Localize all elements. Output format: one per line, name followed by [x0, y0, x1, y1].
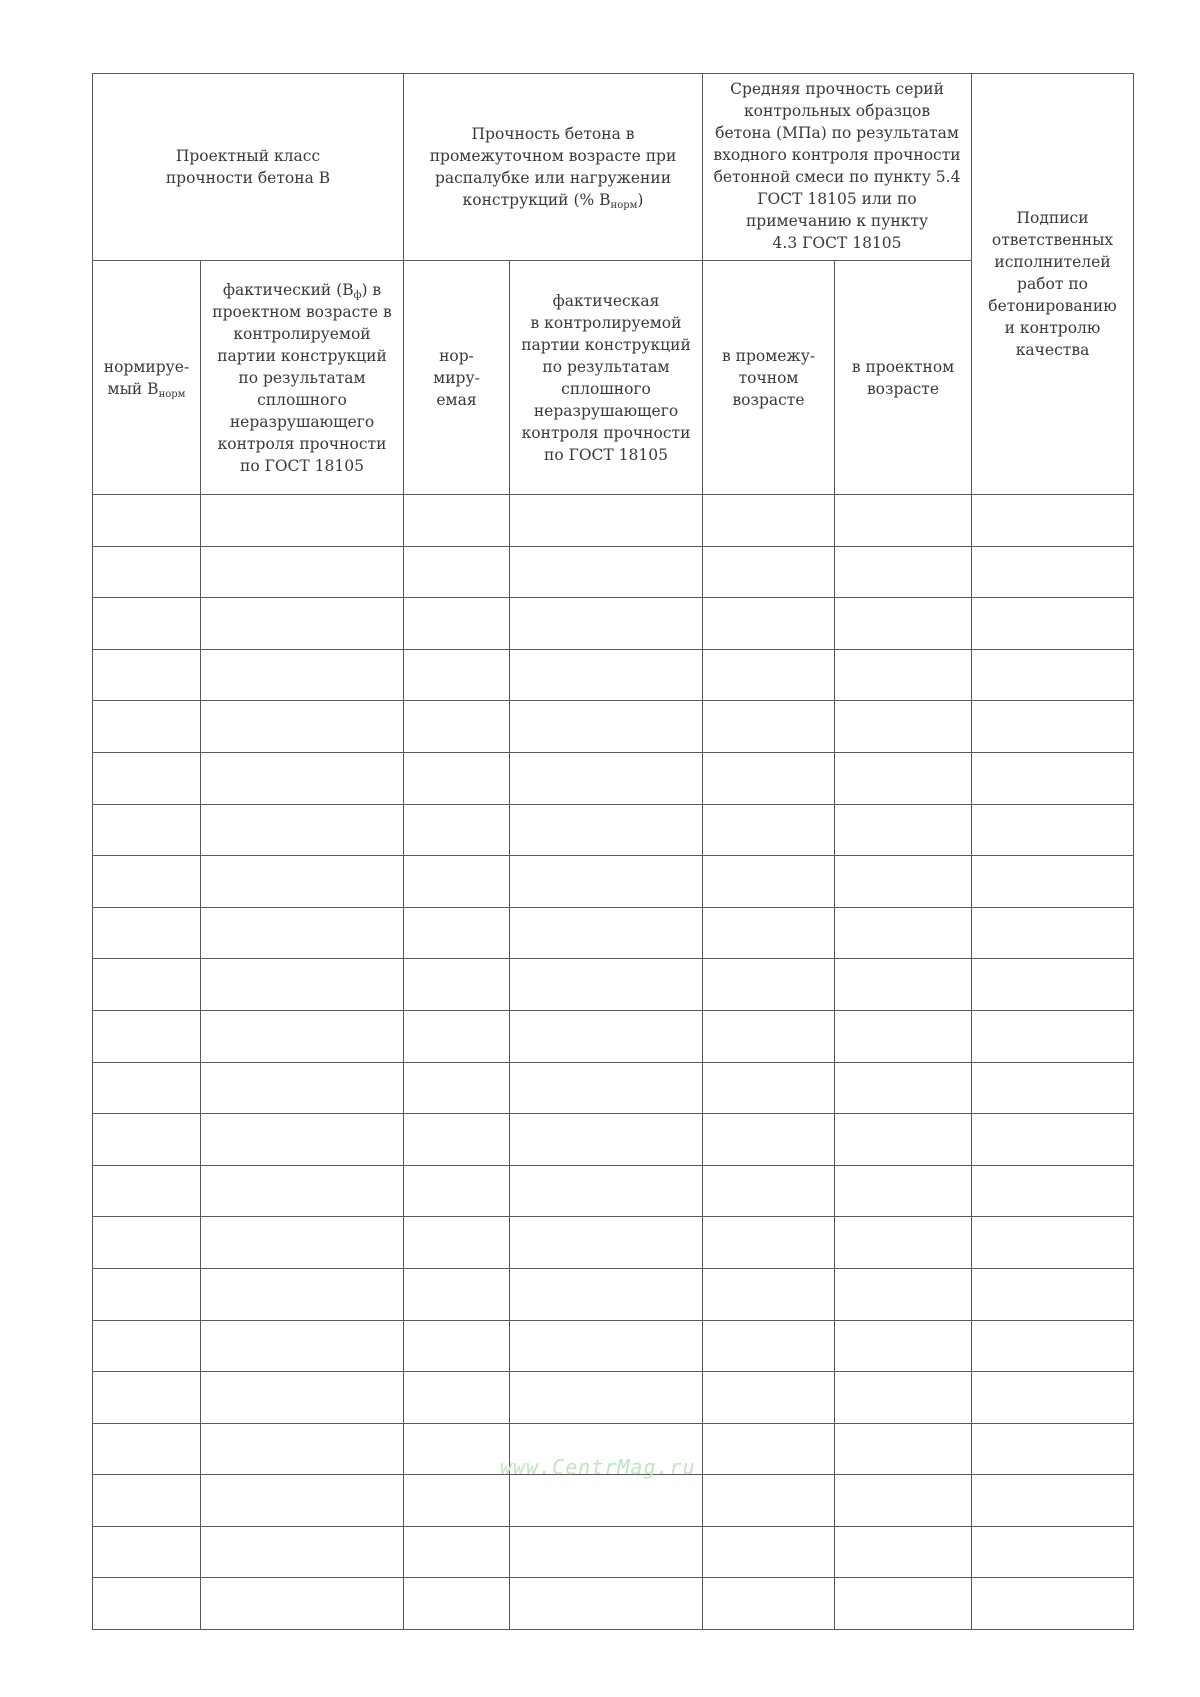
table-cell[interactable]	[703, 959, 835, 1011]
subheader-line: неразрушающего	[533, 401, 679, 420]
table-cell[interactable]	[835, 701, 972, 753]
subheader-line: фактическая	[552, 291, 660, 310]
subscript-norm: норм	[610, 200, 638, 211]
table-cell[interactable]	[404, 907, 510, 959]
table-cell[interactable]	[703, 495, 835, 547]
table-cell[interactable]	[201, 546, 404, 598]
table-row	[93, 1165, 1134, 1217]
table-cell[interactable]	[201, 1320, 404, 1372]
table-cell[interactable]	[972, 495, 1134, 547]
subheader-intermediate-age	[703, 261, 835, 495]
table-cell[interactable]	[972, 649, 1134, 701]
table-cell[interactable]	[703, 598, 835, 650]
header-intermediate-line: распалубке или нагружении	[434, 169, 672, 187]
header-signatures	[972, 74, 1134, 495]
header-average-line: входного контроля прочности	[713, 146, 961, 164]
table-cell[interactable]	[510, 1320, 703, 1372]
table-cell[interactable]	[93, 649, 201, 701]
table-cell[interactable]	[972, 1217, 1134, 1269]
table-cell[interactable]	[972, 701, 1134, 753]
table-cell[interactable]	[201, 1423, 404, 1475]
table-cell[interactable]	[404, 649, 510, 701]
table-row	[93, 1114, 1134, 1166]
subheader-line: емая	[436, 390, 477, 409]
table-cell[interactable]	[835, 1423, 972, 1475]
table-cell[interactable]	[404, 959, 510, 1011]
table-cell[interactable]	[510, 1526, 703, 1578]
subheader-line: нормируе-	[103, 357, 190, 376]
table-cell[interactable]	[404, 546, 510, 598]
table-cell[interactable]	[510, 907, 703, 959]
table-cell[interactable]	[93, 598, 201, 650]
table-cell[interactable]	[93, 1423, 201, 1475]
table-cell[interactable]	[510, 1062, 703, 1114]
table-cell[interactable]	[703, 1114, 835, 1166]
table-cell[interactable]	[93, 546, 201, 598]
subheader-line: в проектном	[851, 357, 955, 376]
subheader-line: возрасте	[732, 390, 805, 409]
table-cell[interactable]	[404, 804, 510, 856]
table-cell[interactable]	[404, 1217, 510, 1269]
header-average-line: бетонной смеси по пункту 5.4	[713, 168, 961, 186]
header-signatures-line: Подписи	[1016, 209, 1089, 227]
table-cell[interactable]	[93, 856, 201, 908]
table-cell[interactable]	[972, 804, 1134, 856]
table-row	[93, 1062, 1134, 1114]
table-cell[interactable]	[972, 1010, 1134, 1062]
table-cell[interactable]	[835, 907, 972, 959]
table-cell[interactable]	[201, 1010, 404, 1062]
table-cell[interactable]	[703, 1165, 835, 1217]
subheader-line: сплошного	[257, 390, 347, 409]
header-intermediate-line: Прочность бетона в	[471, 125, 635, 143]
table-cell[interactable]	[201, 907, 404, 959]
table-cell[interactable]	[404, 1578, 510, 1630]
table-cell[interactable]	[93, 1578, 201, 1630]
table-cell[interactable]	[404, 1268, 510, 1320]
table-cell[interactable]	[703, 1268, 835, 1320]
table-row	[93, 701, 1134, 753]
table-row	[93, 752, 1134, 804]
table-row	[93, 907, 1134, 959]
table-cell[interactable]	[835, 1062, 972, 1114]
header-signatures-line: ответственных	[991, 231, 1114, 249]
subheader-line: по результатам	[238, 368, 366, 387]
table-row	[93, 598, 1134, 650]
table-cell[interactable]	[93, 1217, 201, 1269]
table-cell[interactable]	[201, 804, 404, 856]
subheader-line: по ГОСТ 18105	[240, 456, 364, 475]
header-average-line: 4.3 ГОСТ 18105	[772, 234, 902, 252]
subheader-normative-class	[93, 261, 201, 495]
table-cell[interactable]	[835, 649, 972, 701]
table-row	[93, 856, 1134, 908]
table-cell[interactable]	[835, 1217, 972, 1269]
table-cell[interactable]	[835, 546, 972, 598]
table-row	[93, 1320, 1134, 1372]
header-average-strength	[703, 74, 972, 261]
table-cell[interactable]	[93, 804, 201, 856]
subheader-line: по ГОСТ 18105	[544, 445, 668, 464]
subheader-line: проектном возрасте в	[212, 302, 392, 321]
table-cell[interactable]	[703, 804, 835, 856]
table-row	[93, 649, 1134, 701]
subscript-fact: ф	[353, 289, 362, 301]
table-cell[interactable]	[404, 1526, 510, 1578]
table-cell[interactable]	[972, 1372, 1134, 1424]
header-intermediate-line: )	[637, 191, 644, 209]
table-cell[interactable]	[201, 598, 404, 650]
table-cell[interactable]	[93, 1526, 201, 1578]
table-cell[interactable]	[510, 701, 703, 753]
subheader-line: мый B	[107, 379, 159, 398]
table-cell[interactable]	[201, 752, 404, 804]
subheader-line: по результатам	[542, 357, 670, 376]
table-cell[interactable]	[972, 907, 1134, 959]
table-cell[interactable]	[93, 1165, 201, 1217]
table-cell[interactable]	[404, 1372, 510, 1424]
table-cell[interactable]	[510, 598, 703, 650]
table-cell[interactable]	[404, 1165, 510, 1217]
subheader-line: сплошного	[561, 379, 651, 398]
table-cell[interactable]	[972, 598, 1134, 650]
table-cell[interactable]	[93, 495, 201, 547]
header-intermediate-strength	[404, 74, 703, 261]
table-cell[interactable]	[835, 1268, 972, 1320]
header-project-class	[93, 74, 404, 261]
subheader-line: контроля прочности	[217, 434, 387, 453]
header-average-line: Средняя прочность серий	[730, 80, 944, 98]
table-cell[interactable]	[510, 1217, 703, 1269]
table-cell[interactable]	[93, 752, 201, 804]
table-cell[interactable]	[510, 649, 703, 701]
header-average-line: бетона (МПа) по результатам	[715, 124, 959, 142]
header-signatures-line: исполнителей	[994, 253, 1111, 271]
table-cell[interactable]	[703, 1217, 835, 1269]
table-cell[interactable]	[972, 1114, 1134, 1166]
subheader-actual-class	[201, 261, 404, 495]
subheader-line: в контролируемой	[530, 313, 682, 332]
table-cell[interactable]	[972, 1268, 1134, 1320]
table-cell[interactable]	[703, 1320, 835, 1372]
table-cell[interactable]	[972, 959, 1134, 1011]
subheader-line: партии конструкций	[521, 335, 691, 354]
table-cell[interactable]	[703, 546, 835, 598]
table-cell[interactable]	[972, 1320, 1134, 1372]
table-cell[interactable]	[835, 598, 972, 650]
table-row	[93, 804, 1134, 856]
table-row	[93, 959, 1134, 1011]
table-cell[interactable]	[703, 1423, 835, 1475]
table-cell[interactable]	[835, 1526, 972, 1578]
table-cell[interactable]	[972, 752, 1134, 804]
table-cell[interactable]	[404, 1423, 510, 1475]
table-cell[interactable]	[510, 959, 703, 1011]
table-cell[interactable]	[201, 1372, 404, 1424]
table-cell[interactable]	[835, 804, 972, 856]
table-cell[interactable]	[510, 1165, 703, 1217]
table-cell[interactable]	[201, 1526, 404, 1578]
table-cell[interactable]	[972, 1423, 1134, 1475]
table-cell[interactable]	[404, 856, 510, 908]
table-cell[interactable]	[835, 752, 972, 804]
table-row	[93, 1010, 1134, 1062]
header-intermediate-line: промежуточном возрасте при	[429, 147, 677, 165]
table-row	[93, 1526, 1134, 1578]
table-cell[interactable]	[835, 1320, 972, 1372]
table-cell[interactable]	[703, 701, 835, 753]
table-cell[interactable]	[972, 1165, 1134, 1217]
table-cell[interactable]	[201, 1578, 404, 1630]
subscript-norm: норм	[158, 388, 186, 400]
table-cell[interactable]	[201, 1217, 404, 1269]
table-cell[interactable]	[510, 1010, 703, 1062]
subheader-line: ) в	[361, 280, 382, 299]
table-cell[interactable]	[404, 1114, 510, 1166]
table-cell[interactable]	[972, 1578, 1134, 1630]
table-cell[interactable]	[835, 1578, 972, 1630]
table-cell[interactable]	[93, 1475, 201, 1527]
header-signatures-line: качества	[1015, 341, 1090, 359]
subheader-line: контролируемой	[233, 324, 371, 343]
table-cell[interactable]	[93, 1114, 201, 1166]
table-cell[interactable]	[510, 1114, 703, 1166]
table-row	[93, 1475, 1134, 1527]
table-row	[93, 1372, 1134, 1424]
subheader-normative-intermediate	[404, 261, 510, 495]
subheader-line: точном	[738, 368, 799, 387]
table-cell[interactable]	[93, 1062, 201, 1114]
table-cell[interactable]	[201, 1165, 404, 1217]
table-cell[interactable]	[93, 1320, 201, 1372]
table-cell[interactable]	[201, 1114, 404, 1166]
header-average-line: контрольных образцов	[743, 102, 931, 120]
header-average-line: ГОСТ 18105 или по	[757, 190, 917, 208]
table-cell[interactable]	[510, 546, 703, 598]
concrete-strength-table	[92, 73, 1134, 1630]
table-cell[interactable]	[703, 1526, 835, 1578]
table-cell[interactable]	[835, 1165, 972, 1217]
table-cell[interactable]	[835, 1114, 972, 1166]
table-cell[interactable]	[972, 856, 1134, 908]
table-row	[93, 495, 1134, 547]
header-signatures-line: бетонированию	[988, 297, 1117, 315]
table-cell[interactable]	[404, 1062, 510, 1114]
table-cell[interactable]	[972, 1062, 1134, 1114]
table-cell[interactable]	[835, 1010, 972, 1062]
header-project-class-line: прочности бетона B	[165, 169, 331, 187]
table-cell[interactable]	[510, 1475, 703, 1527]
table-cell[interactable]	[703, 1010, 835, 1062]
table-cell[interactable]	[404, 495, 510, 547]
table-cell[interactable]	[703, 907, 835, 959]
table-cell[interactable]	[510, 495, 703, 547]
table-cell[interactable]	[93, 1372, 201, 1424]
subheader-line: миру-	[433, 368, 480, 387]
subheader-design-age	[835, 261, 972, 495]
table-cell[interactable]	[404, 1010, 510, 1062]
header-project-class-line: Проектный класс	[175, 147, 321, 165]
table-cell[interactable]	[404, 752, 510, 804]
table-cell[interactable]	[404, 1475, 510, 1527]
table-cell[interactable]	[703, 1062, 835, 1114]
header-average-line: примечанию к пункту	[745, 212, 929, 230]
table-cell[interactable]	[93, 701, 201, 753]
table-cell[interactable]	[703, 1475, 835, 1527]
table-row	[93, 1578, 1134, 1630]
table-cell[interactable]	[835, 1372, 972, 1424]
table-cell[interactable]	[93, 907, 201, 959]
table-cell[interactable]	[201, 1062, 404, 1114]
header-intermediate-line: конструкций (% B	[462, 191, 611, 209]
table-cell[interactable]	[835, 959, 972, 1011]
table-cell[interactable]	[510, 804, 703, 856]
table-cell[interactable]	[835, 856, 972, 908]
table-cell[interactable]	[93, 959, 201, 1011]
table-cell[interactable]	[201, 495, 404, 547]
table-cell[interactable]	[510, 1578, 703, 1630]
header-signatures-line: и контролю	[1004, 319, 1101, 337]
subheader-line: в промежу-	[721, 346, 816, 365]
table-cell[interactable]	[404, 1320, 510, 1372]
subheader-line: возрасте	[866, 379, 940, 398]
watermark: www.CentrMag.ru	[500, 1455, 696, 1479]
table-row	[93, 546, 1134, 598]
table-cell[interactable]	[703, 856, 835, 908]
table-cell[interactable]	[201, 649, 404, 701]
header-signatures-line: работ по	[1017, 275, 1089, 293]
table-cell[interactable]	[835, 495, 972, 547]
table-row	[93, 1268, 1134, 1320]
table-cell[interactable]	[201, 701, 404, 753]
subheader-line: партии конструкций	[217, 346, 387, 365]
subheader-line: контроля прочности	[521, 423, 691, 442]
table-cell[interactable]	[201, 856, 404, 908]
table-cell[interactable]	[404, 598, 510, 650]
subheader-line: нор-	[439, 346, 474, 365]
subheader-line: неразрушающего	[229, 412, 375, 431]
table-cell[interactable]	[703, 1578, 835, 1630]
table-cell[interactable]	[201, 1475, 404, 1527]
table-cell[interactable]	[703, 649, 835, 701]
table-cell[interactable]	[510, 1372, 703, 1424]
table-cell[interactable]	[703, 752, 835, 804]
subheader-line: фактический (B	[222, 280, 354, 299]
table-cell[interactable]	[972, 546, 1134, 598]
table-cell[interactable]	[93, 1010, 201, 1062]
table-cell[interactable]	[510, 1268, 703, 1320]
table-cell[interactable]	[972, 1475, 1134, 1527]
subheader-actual-intermediate	[510, 261, 703, 495]
table-cell[interactable]	[201, 959, 404, 1011]
table-cell[interactable]	[510, 856, 703, 908]
table-cell[interactable]	[510, 752, 703, 804]
table-cell[interactable]	[703, 1372, 835, 1424]
table-cell[interactable]	[201, 1268, 404, 1320]
table-cell[interactable]	[835, 1475, 972, 1527]
table-row	[93, 1217, 1134, 1269]
table-cell[interactable]	[404, 701, 510, 753]
table-cell[interactable]	[972, 1526, 1134, 1578]
table-cell[interactable]	[93, 1268, 201, 1320]
